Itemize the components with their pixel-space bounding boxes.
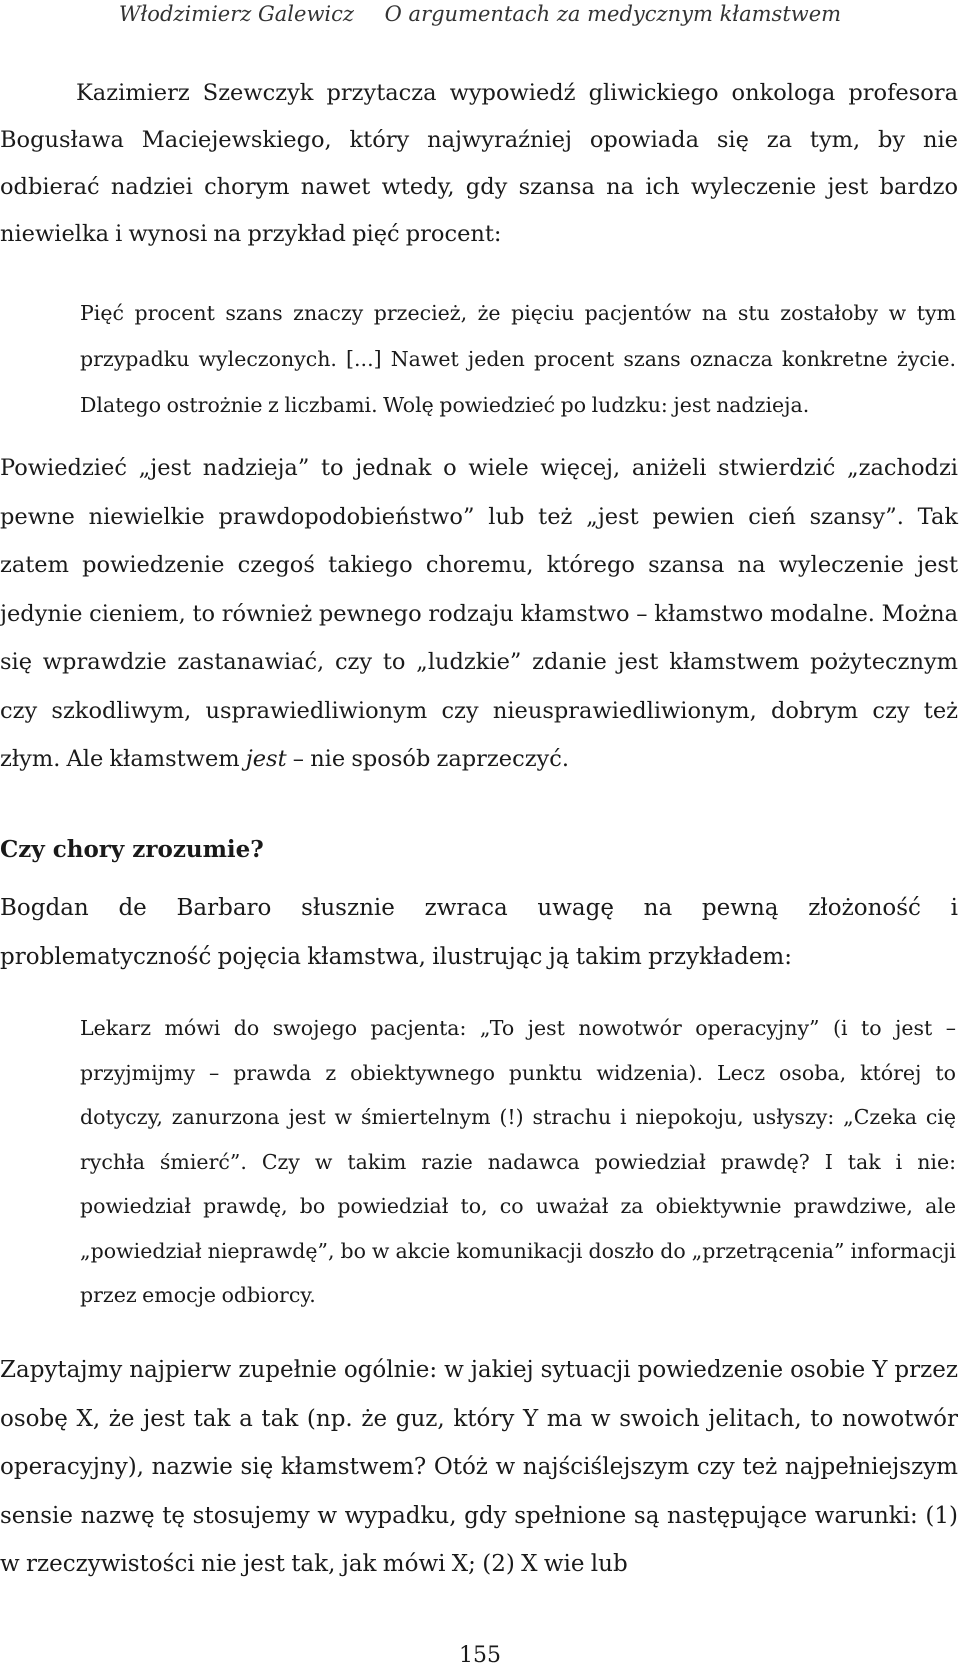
header-author: Włodzimierz Galewicz [118, 2, 354, 26]
body-paragraph-2 [0, 444, 958, 784]
body-paragraph-1: Kazimierz Szewczyk przytacza wypowiedź gliwickiego onkologa profesora Bogusława Maciejewskiego, który najwyraźniej opowiada się za tym, by nie odbierać nadziei chorym nawet wtedy, gdy szansa na ich wyleczenie jest bardzo niewielka i wynosi na przykład pięć procent: [0, 80, 958, 247]
paragraph-2-text-a: Powiedzieć „jest nadzieja” to jednak o wiele więcej, aniżeli stwierdzić „zachodzi pewne niewielkie prawdopodobieństwo” lub też „jest pewien cień szansy”. Tak zatem powiedzenie czegoś takiego choremu, którego szansa na wyleczenie jest jedynie cieniem, to również pewnego rodzaju kłamstwo – kłamstwo modalne. Można się wprawdzie zastanawiać, czy to „ludzkie” zdanie jest kłamstwem pożytecznym czy szkodliwym, usprawiedliwionym czy nieusprawiedliwionym, dobrym czy też złym. Ale kłamstwem [0, 455, 958, 772]
block-quote-1: Pięć procent szans znaczy przecież, że pięciu pacjentów na stu zostałoby w tym przypadku wyleczonych. [...] Nawet jeden procent szans oznacza konkretne życie. Dlatego ostrożnie z liczbami. Wolę powiedzieć po ludzku: jest nadzieja. [80, 301, 956, 417]
body-paragraph-3: Bogdan de Barbaro słusznie zwraca uwagę na pewną złożoność i problematyczność pojęcia kłamstwa, ilustrując ją takim przykładem: [0, 895, 958, 970]
page-number: 155 [459, 1643, 501, 1668]
section-heading: Czy chory zrozumie? [0, 836, 264, 863]
running-header [0, 0, 960, 28]
block-quote-2: Lekarz mówi do swojego pacjenta: „To jest nowotwór operacyjny” (i to jest – przyjmijmy – prawda z obiektywnego punktu widzenia). Lecz osoba, której to dotyczy, zanurzona jest w śmiertelnym (!) strachu i niepokoju, usłyszy: „Czeka cię rychła śmierć”. Czy w takim razie nadawca powiedział prawdę? I tak i nie: powiedział prawdę, bo powiedział to, co uważał za obiektywnie prawdziwe, ale „powiedział nieprawdę”, bo w akcie komunikacji doszło do „przetrącenia” informacji przez emocje odbiorcy. [80, 1016, 956, 1307]
paragraph-2-text-b: – nie sposób zaprzeczyć. [286, 746, 570, 772]
emphasis-jest: jest [245, 746, 287, 772]
body-paragraph-4: Zapytajmy najpierw zupełnie ogólnie: w jakiej sytuacji powiedzenie osobie Y przez osobę X, że jest tak a tak (np. że guz, który Y ma w swoich jelitach, to nowotwór operacyjny), nazwie się kłamstwem? Otóż w najściślejszym czy też najpełniejszym sensie nazwę tę stosujemy w wypadku, gdy spełnione są następujące warunki: (1) w rzeczywistości nie jest tak, jak mówi X; (2) X wie lub [0, 1357, 958, 1577]
header-title: O argumentach za medycznym kłamstwem [384, 2, 842, 26]
